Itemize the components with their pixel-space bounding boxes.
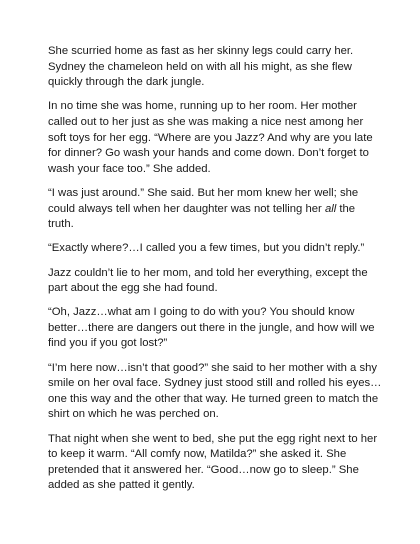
paragraph-5	[48, 266, 382, 297]
paragraph-6	[48, 305, 382, 352]
emphasized-word: all	[324, 202, 337, 215]
text-run: “Exactly where?…I called you a few times, but you didn’t reply.”	[48, 242, 365, 255]
paragraph-8	[48, 432, 382, 494]
text-run: “I’m here now…isn’t that good?” she said to her mother with a shy smile on her oval face. Sydney just stood still and rolled his eyes…one this way and the other that way. He turned green to match the shirt on which he was perched on.	[48, 361, 382, 421]
text-run: “I was just around.” She said. But her mom knew her well; she could always tell when her daughter was not telling her	[48, 186, 359, 215]
text-run: She scurried home as fast as her skinny legs could carry her. Sydney the chameleon held on with all his might, as she flew quickly through the dark jungle.	[48, 45, 354, 89]
paragraph-2	[48, 99, 382, 177]
paragraph-3	[48, 186, 382, 233]
paragraph-4	[48, 241, 382, 257]
paragraph-7	[48, 361, 382, 423]
text-run: Jazz couldn’t lie to her mom, and told her everything, except the part about the egg she had found.	[48, 266, 368, 295]
text-run: the truth.	[48, 202, 356, 231]
paragraph-1	[48, 44, 382, 91]
text-run: In no time she was home, running up to her room. Her mother called out to her just as she was making a nice nest among her soft toys for her egg. “Where are you Jazz? And why are you late for dinner? Go wash your hands and come down. Don’t forget to wash your face too.” She added.	[48, 100, 373, 175]
text-run: That night when she went to bed, she put the egg right next to her to keep it warm. “All comfy now, Matilda?” she asked it. She pretended that it answered her. “Good…now go to sleep.” She added as she patted it gently.	[48, 432, 378, 492]
story-text	[48, 44, 382, 503]
text-run: “Oh, Jazz…what am I going to do with you? You should know better…there are dangers out there in the jungle, and how will we find you if you got lost?”	[48, 306, 375, 350]
